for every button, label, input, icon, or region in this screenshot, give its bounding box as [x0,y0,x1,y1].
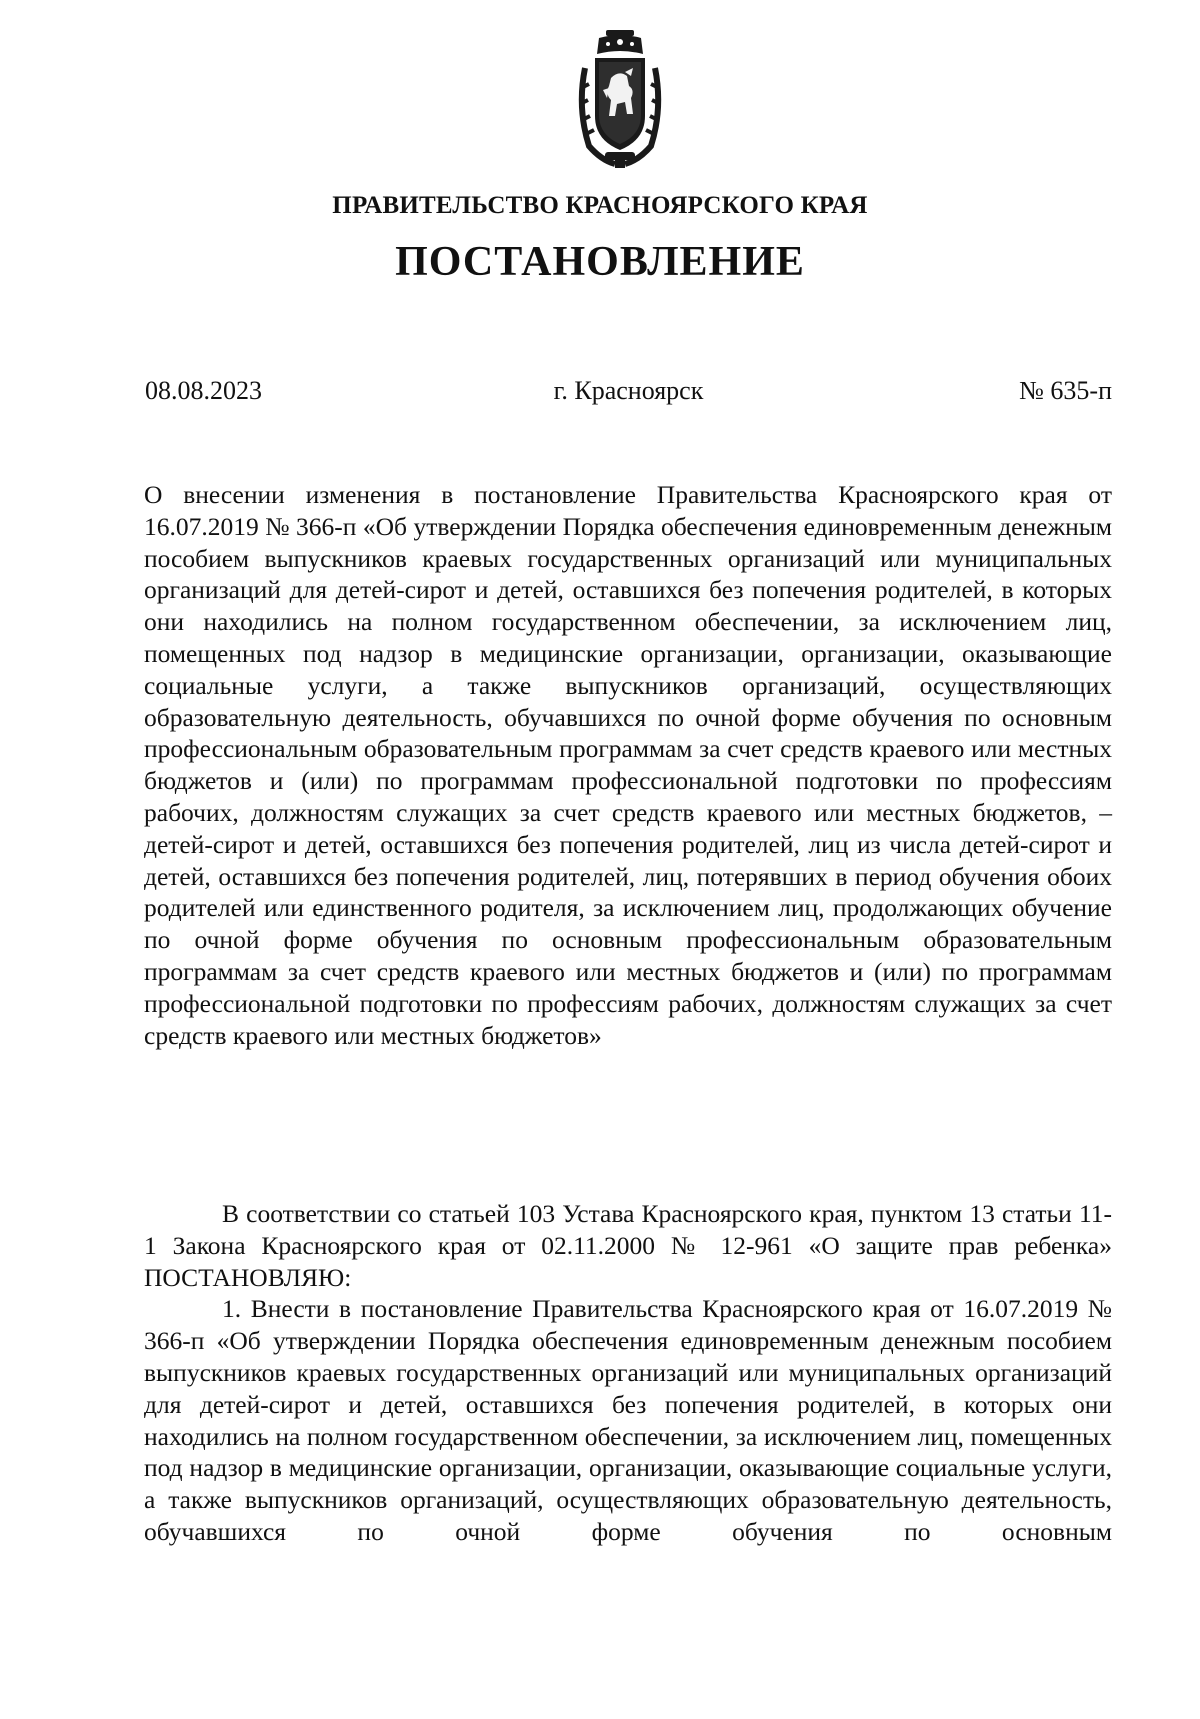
government-title: ПРАВИТЕЛЬСТВО КРАСНОЯРСКОГО КРАЯ [332,192,868,219]
body-preamble: В соответствии со статьей 103 Устава Красноярского края, пунктом 13 статьи 11-1 Закона Красноярского края от 02.11.2000 № 12-961 «О защите прав ребенка» ПОСТАНОВЛЯЮ: [144,1199,1112,1292]
document-type-heading: ПОСТАНОВЛЕНИЕ [395,239,805,285]
document-body [144,1198,1112,1548]
document-date: 08.08.2023 [145,376,262,405]
document-subject: О внесении изменения в постановление Правительства Красноярского края от 16.07.2019 № 366-п «Об утверждении Порядка обеспечения единовременным денежным пособием выпускников краевых государственных организаций или муниципальных организаций для детей-сирот и детей, оставшихся без попечения родителей, в которых они находились на полном государственном обеспечении, за исключением лиц, помещенных под надзор в медицинские организации, организации, оказывающие социальные услуги, а также выпускников организаций, осуществляющих образовательную деятельность, обучавшихся по очной форме обучения по основным профессиональным образовательным программам за счет средств краевого или местных бюджетов и (или) по программам профессиональной подготовки по профессиям рабочих, должностям служащих за счет средств краевого или местных бюджетов, – детей-сирот и детей, оставшихся без попечения родителей, лиц из числа детей-сирот и детей, оставшихся без попечения родителей, лиц, потерявших в период обучения обоих родителей или единственного родителя, за исключением лиц, продолжающих обучение по очной форме обучения по основным профессиональным образовательным программам за счет средств краевого или местных бюджетов и (или) по программам профессиональной подготовки по профессиям рабочих, должностям служащих за счет средств краевого или местных бюджетов» [144,480,1112,1050]
document-city: г. Красноярск [553,376,704,405]
body-item-1: 1. Внести в постановление Правительства Красноярского края от 16.07.2019 № 366-п «Об утверждении Порядка обеспечения единовременным денежным пособием выпускников краевых государственных организаций или муниципальных организаций для детей-сирот и детей, оставшихся без попечения родителей, в которых они находились на полном государственном обеспечении, за исключением лиц, помещенных под надзор в медицинские организации, организации, оказывающие социальные услуги, а также выпускников организаций, осуществляющих образовательную деятельность, обучавшихся по очной форме обучения по основным [144,1294,1112,1546]
krasnoyarsk-coat-of-arms-icon [575,28,665,170]
document-meta-row [145,376,1112,412]
document-number: № 635-п [1019,376,1112,405]
